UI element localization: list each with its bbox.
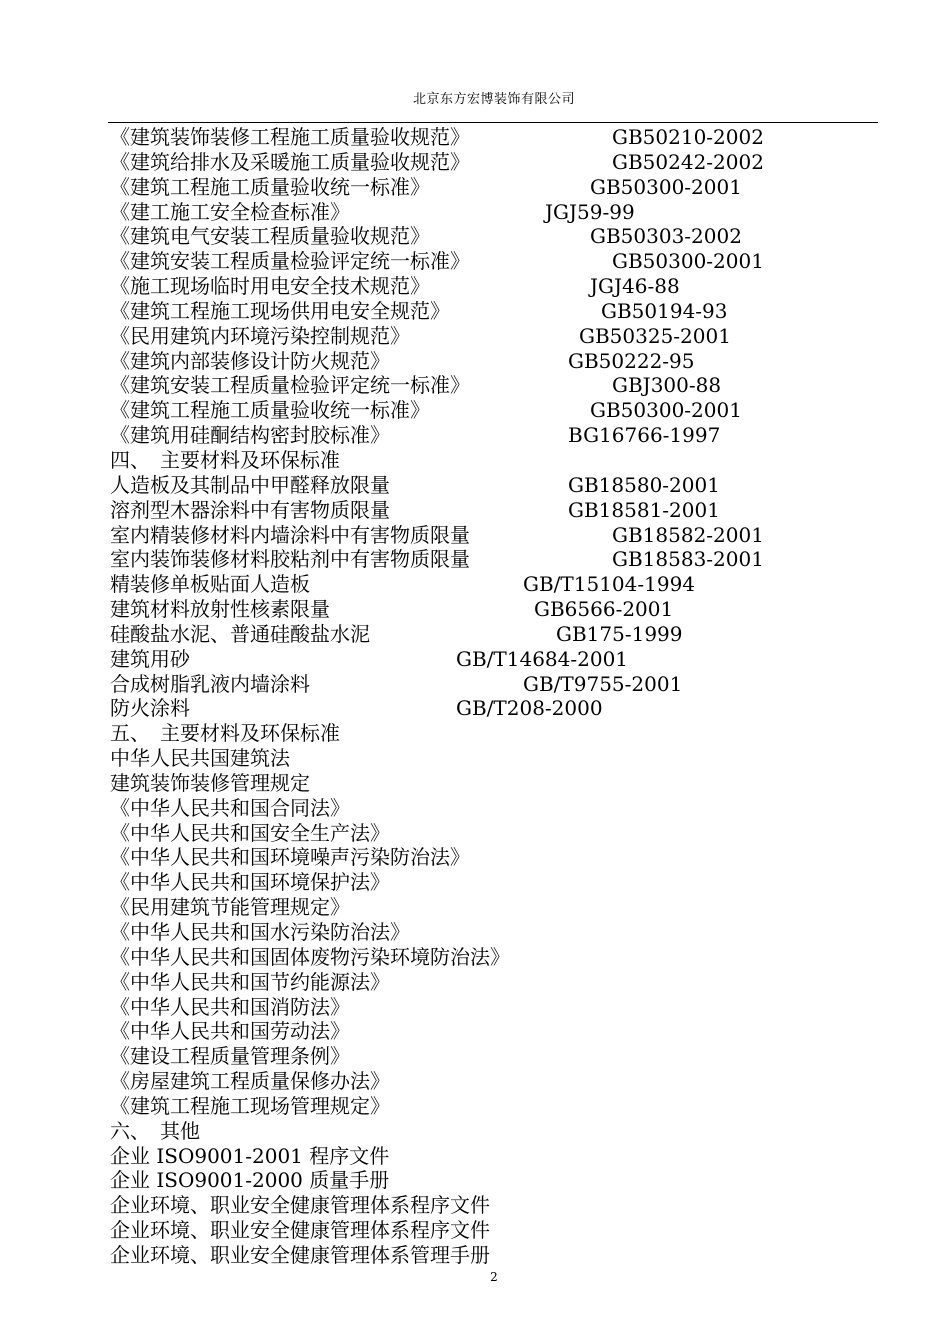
line-title: 室内装饰装修材料胶粘剂中有害物质限量: [110, 547, 470, 572]
standard-code: GB50194-93: [601, 298, 728, 323]
text-line: [110, 1019, 910, 1044]
standard-line: [110, 125, 910, 150]
line-title: 《建筑工程施工现场供用电安全规范》: [110, 298, 450, 323]
standard-line: [110, 249, 910, 274]
line-title: 硅酸盐水泥、普通硅酸盐水泥: [110, 621, 370, 646]
standard-line: [110, 597, 910, 622]
standard-code: GB50300-2001: [612, 249, 764, 274]
text-line: [110, 1119, 910, 1144]
standard-line: [110, 349, 910, 374]
text-line: [110, 796, 910, 821]
line-title: 《民用建筑节能管理规定》: [110, 895, 350, 920]
standard-code: JGJ59-99: [545, 199, 635, 224]
standard-line: [110, 572, 910, 597]
line-title: 《建筑工程施工现场管理规定》: [110, 1093, 390, 1118]
standard-line: [110, 672, 910, 697]
line-title: 《建设工程质量管理条例》: [110, 1044, 350, 1069]
line-title: 人造板及其制品中甲醛释放限量: [110, 472, 390, 497]
text-line: [110, 721, 910, 746]
standard-code: GB175-1999: [556, 621, 683, 646]
standard-code: GB50242-2002: [612, 149, 764, 174]
standard-line: [110, 224, 910, 249]
text-line: [110, 1044, 910, 1069]
line-title: 《中华人民共和国节约能源法》: [110, 969, 390, 994]
standard-line: [110, 622, 910, 647]
text-line: [110, 920, 910, 945]
standard-code: GB18580-2001: [568, 472, 720, 497]
text-line: [110, 870, 910, 895]
text-line: [110, 1243, 910, 1268]
line-title: 企业 ISO9001-2000 质量手册: [110, 1168, 390, 1193]
line-title: 企业 ISO9001-2001 程序文件: [110, 1143, 390, 1168]
text-line: [110, 821, 910, 846]
line-title: 《中华人民共和国劳动法》: [110, 1019, 350, 1044]
text-line: [110, 970, 910, 995]
line-title: 四、 主要材料及环保标准: [110, 447, 340, 472]
standard-line: [110, 299, 910, 324]
line-title: 《中华人民共和国安全生产法》: [110, 820, 390, 845]
text-line: [110, 1144, 910, 1169]
standard-line: [110, 373, 910, 398]
line-title: 中华人民共国建筑法: [110, 746, 290, 771]
line-title: 《中华人民共和国环境噪声污染防治法》: [110, 845, 470, 870]
standard-code: JGJ46-88: [590, 274, 680, 299]
page-number: 2: [490, 1270, 498, 1284]
line-title: 室内精装修材料内墙涂料中有害物质限量: [110, 522, 470, 547]
standard-line: [110, 696, 910, 721]
standard-code: GB50300-2001: [590, 398, 742, 423]
page-header: [0, 88, 950, 107]
line-title: 《建筑工程施工质量验收统一标准》: [110, 398, 430, 423]
standard-line: [110, 175, 910, 200]
line-title: 精装修单板贴面人造板: [110, 572, 310, 597]
standard-code: GB18582-2001: [612, 522, 764, 547]
text-line: [110, 895, 910, 920]
line-title: 《房屋建筑工程质量保修办法》: [110, 1069, 390, 1094]
line-title: 《建筑工程施工质量验收统一标准》: [110, 174, 430, 199]
standard-line: [110, 398, 910, 423]
standard-line: [110, 523, 910, 548]
line-title: 建筑装饰装修管理规定: [110, 770, 310, 795]
page-footer: [0, 1270, 950, 1284]
line-title: 《施工现场临时用电安全技术规范》: [110, 274, 430, 299]
line-title: 《建工施工安全检查标准》: [110, 199, 350, 224]
standard-code: GB50210-2002: [612, 125, 764, 149]
standard-line: [110, 274, 910, 299]
standard-code: GB18581-2001: [568, 497, 720, 522]
line-title: 《建筑安装工程质量检验评定统一标准》: [110, 373, 470, 398]
line-title: 建筑材料放射性核素限量: [110, 597, 330, 622]
text-line: [110, 1218, 910, 1243]
standard-code: GB/T208-2000: [456, 696, 603, 721]
line-title: 六、 其他: [110, 1118, 200, 1143]
standard-code: GB6566-2001: [534, 597, 674, 622]
standard-code: GB50303-2002: [590, 224, 742, 249]
text-line: [110, 995, 910, 1020]
standard-code: BG16766-1997: [568, 423, 721, 448]
standard-code: GB50300-2001: [590, 174, 742, 199]
line-title: 建筑用砂: [110, 646, 190, 671]
document-body: [110, 125, 910, 1268]
standard-line: [110, 324, 910, 349]
line-title: 《民用建筑内环境污染控制规范》: [110, 323, 410, 348]
standard-line: [110, 473, 910, 498]
text-line: [110, 1168, 910, 1193]
line-title: 《建筑安装工程质量检验评定统一标准》: [110, 249, 470, 274]
standard-code: GB18583-2001: [612, 547, 764, 572]
text-line: [110, 945, 910, 970]
line-title: 企业环境、职业安全健康管理体系程序文件: [110, 1193, 490, 1218]
text-line: [110, 1193, 910, 1218]
standard-line: [110, 200, 910, 225]
line-title: 溶剂型木器涂料中有害物质限量: [110, 497, 390, 522]
text-line: [110, 771, 910, 796]
standard-line: [110, 498, 910, 523]
line-title: 《建筑给排水及采暖施工质量验收规范》: [110, 149, 470, 174]
standard-code: GB/T9755-2001: [523, 671, 683, 696]
line-title: 五、 主要材料及环保标准: [110, 721, 340, 746]
standard-code: GBJ300-88: [612, 373, 722, 398]
company-name: 北京东方宏博装饰有限公司: [412, 92, 575, 107]
text-line: [110, 1094, 910, 1119]
text-line: [110, 448, 910, 473]
line-title: 《建筑用硅酮结构密封胶标准》: [110, 423, 390, 448]
standard-line: [110, 150, 910, 175]
standard-code: GB/T15104-1994: [523, 572, 696, 597]
line-title: 合成树脂乳液内墙涂料: [110, 671, 310, 696]
line-title: 企业环境、职业安全健康管理体系程序文件: [110, 1218, 490, 1243]
standard-line: [110, 423, 910, 448]
line-title: 《中华人民共和国消防法》: [110, 994, 350, 1019]
line-title: 《中华人民共和国合同法》: [110, 795, 350, 820]
text-line: [110, 746, 910, 771]
standard-line: [110, 547, 910, 572]
line-title: 防火涂料: [110, 696, 190, 721]
text-line: [110, 1069, 910, 1094]
standard-code: GB/T14684-2001: [456, 646, 629, 671]
standard-code: GB50222-95: [568, 348, 695, 373]
standard-code: GB50325-2001: [579, 323, 731, 348]
line-title: 《建筑装饰装修工程施工质量验收规范》: [110, 125, 470, 149]
line-title: 《建筑内部装修设计防火规范》: [110, 348, 390, 373]
line-title: 《中华人民共和国水污染防治法》: [110, 920, 410, 944]
line-title: 《建筑电气安装工程质量验收规范》: [110, 224, 430, 249]
line-title: 企业环境、职业安全健康管理体系管理手册: [110, 1242, 490, 1267]
header-divider: [108, 122, 878, 123]
line-title: 《中华人民共和国固体废物污染环境防治法》: [110, 944, 510, 969]
standard-line: [110, 647, 910, 672]
line-title: 《中华人民共和国环境保护法》: [110, 870, 390, 895]
text-line: [110, 845, 910, 870]
